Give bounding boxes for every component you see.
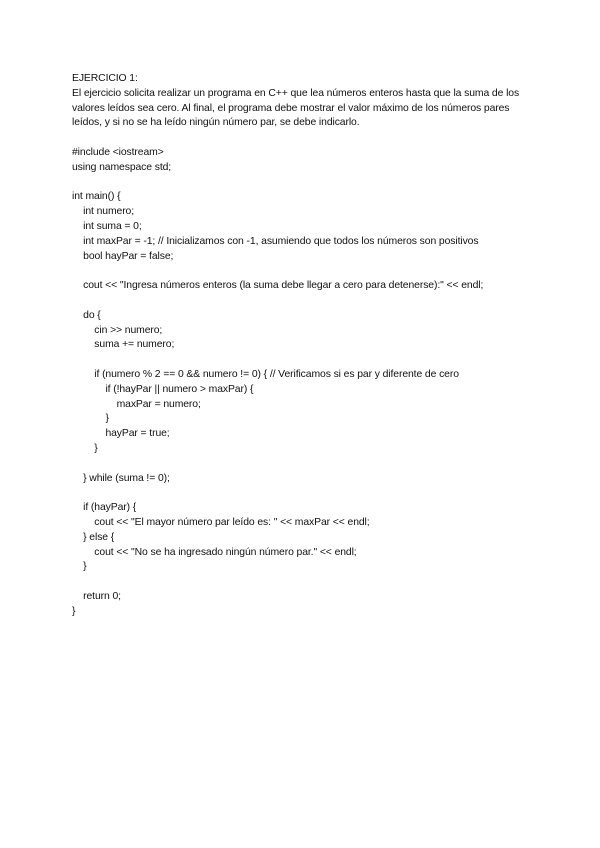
code-line: } bbox=[72, 442, 98, 454]
code-line: hayPar = true; bbox=[72, 428, 170, 440]
code-line: bool hayPar = false; bbox=[72, 250, 174, 262]
code-line: maxPar = numero; bbox=[72, 398, 201, 410]
code-line: if (!hayPar || numero > maxPar) { bbox=[72, 383, 254, 395]
exercise-description: El ejercicio solicita realizar un programa en C++ que lea números enteros hasta que la suma de los valores leídos sea cero. Al final, el programa debe mostrar el valor máximo de los números pares leídos, y si no se ha leído ningún número par, se debe indicarlo. bbox=[72, 87, 520, 129]
exercise-title: EJERCICIO 1: bbox=[72, 73, 138, 84]
code-listing bbox=[72, 146, 532, 620]
code-line: cout << "El mayor número par leído es: " << maxPar << endl; bbox=[72, 516, 370, 528]
code-line: #include <iostream> bbox=[72, 146, 164, 158]
code-line: int maxPar = -1; // Inicializamos con -1, asumiendo que todos los números son positivos bbox=[72, 235, 479, 247]
code-line: } else { bbox=[72, 531, 115, 543]
code-line: cout << "No se ha ingresado ningún número par." << endl; bbox=[72, 546, 357, 558]
code-line: cin >> numero; bbox=[72, 324, 163, 336]
code-line: if (hayPar) { bbox=[72, 502, 137, 514]
code-line: using namespace std; bbox=[72, 161, 172, 173]
code-line bbox=[72, 457, 532, 472]
document-content bbox=[72, 72, 532, 619]
code-line: if (numero % 2 == 0 && numero != 0) { // Verificamos si es par y diferente de cero bbox=[72, 368, 459, 380]
code-line: int main() { bbox=[72, 191, 121, 203]
code-line: } while (suma != 0); bbox=[72, 472, 170, 484]
code-line: int numero; bbox=[72, 206, 135, 218]
code-line bbox=[72, 575, 532, 590]
code-line bbox=[72, 176, 532, 191]
code-line: int suma = 0; bbox=[72, 220, 142, 232]
code-line: suma += numero; bbox=[72, 339, 175, 351]
code-line: return 0; bbox=[72, 590, 121, 602]
code-line bbox=[72, 294, 532, 309]
code-line: } bbox=[72, 605, 76, 617]
code-line bbox=[72, 353, 532, 368]
code-line: do { bbox=[72, 309, 101, 321]
code-line: cout << "Ingresa números enteros (la suma debe llegar a cero para detenerse):" << endl; bbox=[72, 280, 484, 292]
code-line bbox=[72, 486, 532, 501]
code-line bbox=[72, 264, 532, 279]
code-line: } bbox=[72, 413, 109, 425]
code-line: } bbox=[72, 561, 87, 573]
